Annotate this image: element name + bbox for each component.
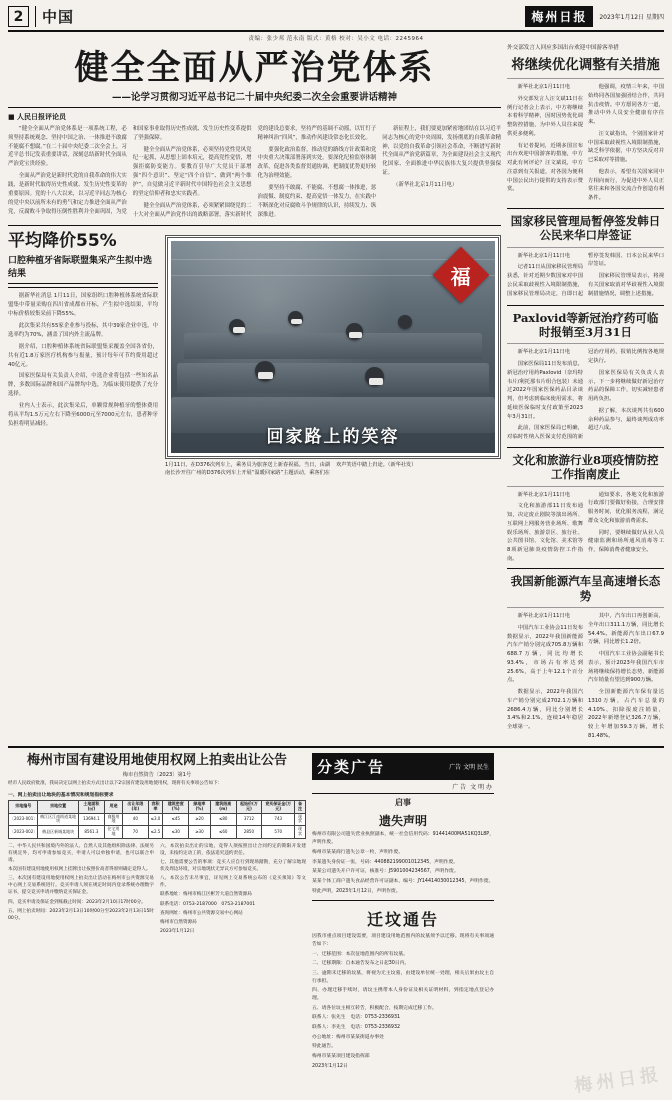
right-paragraph: 外交部发言人汪文斌11日在例行记者会上表示，中方将继续本着科学精神，因时因势优化调整防控措施，为中外人员往来提供更多便利。 — [507, 96, 583, 137]
ad-issuer: 2023年1月12日 — [312, 1063, 348, 1069]
notice-intro: 经市人民政府批准，我局决定以网上拍卖方式出让以下2宗国有建设用地使用权，现将有关事项公告如下： — [8, 781, 223, 787]
td: ≤60 — [210, 826, 236, 839]
notice-date: 2023年1月12日 — [160, 928, 195, 934]
right-headline: 将继续优化调整有关措施 — [511, 57, 660, 74]
lead-paragraph: 要坚持不敢腐、不能腐、不想腐一体推进，惩治震慑、制度约束、提高觉悟一体发力，在实践中不断深化对反腐败斗争规律的认识，持续发力、纵深推进。 — [257, 185, 377, 218]
fu-character: 福 — [451, 264, 471, 289]
bottom-zone — [8, 746, 664, 1072]
lead-subheadline: ——论学习贯彻习近平总书记二十届中央纪委二次全会重要讲话精神 — [8, 89, 501, 108]
th: 土地面积(㎡) — [78, 800, 104, 813]
right-paragraph: 同时，要继续做好从业人员健康监测和场所通风消毒等工作，保障消费者健康安全。 — [588, 529, 664, 553]
ad-address: 特此通告。 — [312, 1044, 336, 1050]
masthead-left — [8, 6, 74, 27]
page-number: 2 — [8, 6, 29, 27]
land-auction-notice — [8, 753, 306, 1072]
notice-website: 查询网址：梅州市公共资源交易中心网站 — [160, 910, 243, 916]
td: 住宅用地 — [104, 826, 122, 839]
td: 570 — [262, 826, 295, 839]
ad-paragraph: 因我市重点项目建设需要，项目建设用地范围内的坟墓须予以迁移。现将有关事项通告如下： — [312, 934, 494, 947]
right-body — [507, 612, 664, 740]
td: 梅县区新城某地块 — [38, 826, 78, 839]
td: ≤2.5 — [148, 826, 163, 839]
right-lead: 新华社北京1月11日电 — [517, 349, 571, 356]
td: 现状 — [295, 813, 306, 826]
ad-paragraph: 某某公司遗失开户许可证，核准号：J5901004234567，声明作废。 — [312, 869, 459, 875]
fu-decoration — [433, 246, 490, 303]
td: ≤30 — [163, 826, 189, 839]
ad-paragraph: 二、迁移期限：自本通告发布之日起30日内。 — [312, 961, 410, 967]
classified-notice-title: 启事 — [395, 798, 411, 808]
divider — [507, 305, 664, 306]
lead-zone — [8, 44, 501, 740]
land-parcel-table — [8, 800, 306, 839]
price-headline: 平均降价55% — [8, 230, 117, 251]
notice-docnum: 梅市自然资告〔2023〕第1号 — [122, 772, 192, 779]
th: 建筑限高(m) — [210, 800, 236, 813]
right-headline: Paxlovid等新冠治疗药可临时报销至3月31日 — [512, 310, 659, 340]
notice-section-title: 一、网上拍卖出让地块的基本情况和规划指标要求 — [8, 792, 114, 798]
price-body — [8, 292, 158, 432]
right-body — [507, 83, 664, 203]
td: 13694.1 — [78, 813, 104, 826]
lead-headline: 健全全面从严治党体系 — [74, 48, 435, 88]
classified-banner — [312, 753, 494, 780]
ornament-rule — [8, 283, 158, 288]
section-title: 中国 — [35, 6, 74, 27]
lost-declaration-body — [312, 831, 494, 895]
table-row — [9, 826, 306, 839]
right-body — [507, 491, 664, 564]
ad-paragraph: 五、请各位坟主相互转告，积极配合，按期完成迁移工作。 — [312, 1005, 437, 1011]
right-paragraph: 中国汽车工业协会副秘书长表示，预计2023年我国汽车市场将继续保持增长态势，新能源汽车销量有望达到900万辆。 — [588, 651, 664, 684]
lead-paragraph: 全面从严治党是新时代党的自我革命的伟大实践，是新时代取得历史性成就、发生历史性变革的重要原因。党的十八大以来，以习近平同志为核心的党中央以前所未有的勇气和定力推进全面从严治党，反腐败斗争取得压倒性胜利并全面巩固，为党和国家事业取得历史性成就、发生历史性变革提供了坚强保障。 — [8, 125, 252, 215]
lead-paragraph: 健全全面从严治党体系，必须坚持党性党风党纪一起抓，从思想上固本培元，提高党性觉悟，增强拒腐防变能力。要教育引导广大党员干部增强“四个意识”、坚定“四个自信”、做到“两个维护”，自觉做习近平新时代中国特色社会主义思想的坚定信仰者和忠实实践者。 — [132, 146, 252, 198]
notice-paragraph: 七、其他需要公告的事项：竞买人应自行到现场踏勘，充分了解宗地现状及周边环境，对宗地现状无异议方可参加竞买。 — [160, 859, 306, 873]
right-headline: 国家移民管理局暂停签发韩日公民来华口岸签证 — [510, 213, 661, 243]
divider — [507, 486, 664, 487]
ad-paragraph: 联系人：张先生 电话：0753-2336931 — [312, 1015, 401, 1021]
classified-subtitle: 广告 文明 民生 — [449, 764, 489, 772]
notice-body — [8, 843, 306, 935]
th: 备注 — [295, 800, 306, 813]
right-headline: 我国新能源汽车呈高速增长态势 — [510, 574, 661, 603]
right-paragraph: 文化和旅游部11日发布通知，决定废止剧院等演出场所、互联网上网服务营业场所、歌舞娱乐场所、旅游景区、旅行社、公共图书馆、文化馆、美术馆等8项新冠肺炎疫情防控工作指南。 — [507, 503, 583, 562]
td: 743 — [262, 813, 295, 826]
right-paragraph: 此前，国家医保局已明确，对临时性纳入医保支付范围的新冠治疗用药，报销比例按各地规定执行。 — [507, 349, 664, 441]
right-item-1 — [507, 214, 664, 300]
td: ≤80 — [210, 813, 236, 826]
lead-paragraph: 健全全面从严治党体系，必须紧紧围绕党的二十大对全面从严治党作出的战略部署，落实新时代党的建设总要求，坚持严的基调不动摇，以钉钉子精神纠治“四风”，推动作风建设常态化长效化。 — [132, 125, 377, 218]
divider — [507, 78, 664, 79]
th: 竞买保证金(万元) — [262, 800, 295, 813]
lead-byline: ■ 人民日报评论员 — [8, 112, 67, 121]
divider — [312, 900, 494, 901]
price-paragraph: 业内人士表示，此次集采后，单颗常规种植牙的整体费用将从平均1.5万元左右下降至6000元至7000元左右，患者种牙负担将明显减轻。 — [8, 403, 158, 427]
price-paragraph: 此次集采共有55家企业参与投标，其中39家企业中选，中选率约为70%，涵盖了国内外主流品牌。 — [8, 322, 158, 338]
divider — [507, 247, 664, 248]
table-header-row — [9, 800, 306, 813]
ad-paragraph: 特此声明，2023年1月12日，声明作废。 — [312, 888, 401, 894]
notice-paragraph: 四、竞买申请及保证金到账截止时间：2023年2月10日17时00分。 — [8, 899, 146, 905]
right-paragraph: 数据显示，2022年我国汽车产销分别完成2702.1万辆和2686.4万辆，同比分别增长3.4%和2.1%，连续14年稳居全球第一。 — [507, 689, 583, 731]
right-paragraph: 其中，汽车出口再创新高，全年出口311.1万辆，同比增长54.4%。新能源汽车出口67.9万辆，同比增长1.2倍。 — [588, 613, 664, 646]
photo-overlay-title: 回家路上的笑容 — [266, 426, 400, 447]
grave-relocation-body — [312, 933, 494, 1070]
notice-paragraph: 二、中华人民共和国境内外的法人、自然人及其他组织除法律、法规另有规定外，均可申请参加竞买，申请人可以单独申请，也可以联合申请。 — [8, 843, 154, 863]
td: ≤3.0 — [148, 813, 163, 826]
th: 绿地率(%) — [189, 800, 211, 813]
divider — [8, 225, 501, 226]
ad-contact: 联系人：李先生 电话：0753-2336932 — [312, 1024, 401, 1030]
td: 70 — [123, 826, 149, 839]
ad-paragraph: 四、办理迁移手续时，请坟主携带本人身份证及相关证明材料，到指定地点登记办理。 — [312, 988, 494, 1001]
price-subheadline: 口腔种植牙省际联盟集采产生拟中选结果 — [8, 256, 153, 280]
right-item-4 — [507, 574, 664, 740]
divider — [507, 343, 664, 344]
notice-paragraph: 本次国有建设用地使用权网上挂牌出让按照价高者得原则确定竞得人。 — [8, 867, 151, 873]
right-paragraph: 据了解，本次谈判共有600余种药品参与，最终谈判成功率超过八成。 — [588, 407, 664, 432]
notice-contact-phone: 联系电话：0753-2187000 0753-2187001 — [160, 901, 256, 907]
ad-paragraph: 梅州市有限公司遗失营业执照副本，统一社会信用代码：91441400MA51KQ3L8P，声明作废。 — [312, 832, 494, 846]
ad-paragraph: 李某遗失身份证一张，号码：440882199001012345，声明作废。 — [312, 859, 459, 865]
classified-section — [312, 753, 494, 1072]
notice-paragraph: 六、本次拍卖出让的宗地，竞得人须按照出让合同约定的期限开发建设，未按约定动工的，依法追究违约责任。 — [160, 843, 306, 856]
divider — [507, 607, 664, 608]
right-column — [507, 44, 664, 740]
th: 容积率 — [148, 800, 163, 813]
ad-paragraph: 一、迁移范围：本次征地范围内的所有坟墓。 — [312, 951, 408, 957]
secondary-zone — [8, 231, 501, 478]
ad-paragraph: 梅州市某某商行遗失公章一枚，声明作废。 — [312, 849, 404, 855]
notice-issuer: 梅州市自然资源局 — [160, 919, 197, 925]
right-paragraph: 记者11日从国家移民管理局获悉，针对近期少数国家对中国公民采取歧视性入境限制措施，国家移民管理局决定，自即日起暂停签发韩国、日本公民来华口岸签证。 — [507, 252, 664, 297]
right-body — [507, 252, 664, 300]
right-body — [507, 348, 664, 441]
right-paragraph: 他强调，疫情三年来，中国始终同各国加强团结合作，共同抗击疫情。中方愿同各方一道，推动中外人员安全健康有序往来。 — [588, 84, 664, 126]
table-row — [9, 813, 306, 826]
lead-paragraph: 要强化政治监督，推动党的路线方针政策和党中央重大决策部署落到实处。要深化纪检监察体制改革，促进各类监督贯通协调，把制度优势更好转化为治理效能。 — [257, 146, 377, 180]
th: 出让年限(年) — [123, 800, 149, 813]
notice-paragraph: 八、本次公告未尽事宜，详见网上交易系统公布的《竞买须知》等文件。 — [160, 876, 306, 889]
right-paragraph: 通知要求，各地文化和旅游行政部门要做好衔接，合理安排服务时间，优化服务流程，满足群众文化和旅游消费需求。 — [588, 491, 664, 524]
main-columns — [8, 44, 664, 740]
right-paragraph: 汪文斌指出，个别国家针对中国采取歧视性入境限制措施，缺乏科学依据，中方坚决反对并已采取对等措施。 — [588, 130, 664, 164]
td: 梅江区江南街道某地块 — [38, 813, 78, 826]
th: 起始价(万元) — [236, 800, 262, 813]
divider — [507, 568, 664, 569]
td: 2850 — [236, 826, 262, 839]
right-paragraph: 中国汽车工业协会11日发布数据显示，2022年我国新能源汽车产销分别完成705.8万辆和688.7万辆，同比均增长93.4%，市场占有率达到25.6%，高于上年12.1个百分点。 — [507, 624, 583, 684]
right-kicker: 外交部发言人回应多国出台欢迎中国游客举措 — [507, 45, 619, 51]
lead-body — [8, 125, 501, 220]
td: 8561.3 — [78, 826, 104, 839]
th: 宗地编号 — [9, 800, 38, 813]
td: 3712 — [236, 813, 262, 826]
classified-link-civil[interactable]: 文 明 办 — [470, 784, 492, 792]
price-paragraph: 据新华社消息 1月11日，国家组织口腔种植体系统省际联盟集中带量采购在四川省成都市开标，产生拟中选结果，平均中标价格较集采前下降55%。 — [8, 293, 158, 317]
td: 现状 — [295, 826, 306, 839]
classified-title: 分类广告 — [317, 758, 386, 777]
right-lead: 新华社北京1月11日电 — [517, 84, 571, 91]
classified-links — [312, 780, 494, 794]
price-paragraph: 据介绍，口腔种植体系统省际联盟集采覆盖全国各省份，共有近1.8万家医疗机构参与报量，预计每年可节约费用超过40亿元。 — [8, 343, 158, 368]
notice-title: 梅州市国有建设用地使用权网上拍卖出让公告 — [26, 753, 287, 769]
photo-frame — [165, 235, 501, 459]
notice-paragraph: 三、本次国有建设用地使用权网上拍卖出让活动在梅州市公共资源交易中心网上交易系统进行。竞买申请人须在规定时间内登录系统办理数字证书，提交竞买申请并缴纳竞买保证金。 — [8, 876, 154, 896]
right-paragraph: 国家医保局有关负责人表示，下一步将继续做好新冠治疗药品的保障工作，切实减轻患者用药负担。 — [588, 369, 664, 403]
paper-logo: 梅州日报 — [525, 6, 593, 27]
issue-date: 2023年1月12日 星期四 — [599, 14, 664, 21]
right-paragraph: 有记者提问，近期多国宣布出台欢迎中国游客的措施，中方对此有何评论？汪文斌说，中方注意到有关报道，对各国为便利中国公民出行提供的支持表示赞赏。 — [507, 142, 583, 193]
price-story — [8, 231, 158, 478]
th: 建筑密度(%) — [163, 800, 189, 813]
photo-story — [165, 231, 501, 478]
right-lead: 新华社北京1月11日电 — [517, 613, 571, 620]
photo-caption: 1月11日，在D376次列车上，乘务员为旅客送上新春祝福。当日，由湖南长沙开往广州的D376次列车上开展“温暖回家路”主题活动，乘客们在欢声笑语中踏上归途。（新华社发） — [165, 461, 417, 476]
lead-paragraph: “健全全面从严治党体系是一项系统工程，必须坚持系统观念、坚持中国之治、一体推进不敢腐不能腐不想腐。”在二十届中央纪委二次全会上，习近平总书记发表重要讲话，深刻总结新时代全面从严治党宝贵经验。 — [8, 125, 127, 168]
td: 〔2023-001〕 — [9, 813, 38, 826]
right-paragraph: 国家医保局11日发布消息，新冠治疗用药Paxlovid（奈玛特韦片/利托那韦片组合包装）未通过2022年国家医保药品目录谈判，但考虑到临床使用需求，将延续医保临时支付政策至2023年3月31日。 — [507, 361, 583, 420]
right-item-0 — [507, 44, 664, 203]
notice-paragraph: 五、网上拍卖时间：2023年2月13日10时00分至2023年2月13日15时00分。 — [8, 908, 154, 921]
ad-paragraph: 某某个体工商户遗失食品经营许可证副本，编号：JY14414030012345，声明作废。 — [312, 878, 494, 884]
train-photo — [171, 241, 495, 453]
lead-paragraph: 新征程上，我们要更加紧密地团结在以习近平同志为核心的党中央周围，发扬彻底的自我革命精神，以党的自我革命引领社会革命，不断谱写新时代全面从严治党新篇章，为全面建设社会主义现代化国家、全面推进中华民族伟大复兴提供坚强保证。 — [382, 125, 501, 177]
masthead-right — [525, 6, 664, 27]
td: ≥30 — [189, 826, 211, 839]
ad-contact: 办公地址：梅州市某某街道办事处 — [312, 1034, 384, 1040]
divider — [507, 208, 664, 209]
right-paragraph: 他表示，希望有关国家同中方相向而行，为促进中外人员正常往来和各国交流合作创造有利条件。 — [588, 168, 664, 202]
lead-source: （新华社北京1月11日电） — [393, 182, 458, 189]
right-item-3 — [507, 453, 664, 564]
right-lead: 新华社北京1月11日电 — [517, 252, 571, 259]
classified-link-ad[interactable]: 广 告 — [452, 784, 467, 792]
lost-declaration-title: 遗失声明 — [378, 814, 427, 829]
td: ≥20 — [189, 813, 211, 826]
price-paragraph: 国家医保局有关负责人介绍，中选企业将包括一些知名品牌，多数国际品牌和国产品牌均中选，为临床使用提供了充分选择。 — [8, 373, 158, 398]
td: 商服用地 — [104, 813, 122, 826]
right-lead: 新华社北京1月11日电 — [517, 491, 571, 498]
td: 40 — [123, 813, 149, 826]
td: ≤45 — [163, 813, 189, 826]
ad-paragraph: 梅州市某某项目建设指挥部 — [312, 1053, 370, 1059]
divider — [507, 447, 664, 448]
right-paragraph: 全国新能源汽车保有量达1310万辆，占汽车总量的4.10%，扣除报废注销量，2022年新增登记326.7万辆，较上年增加59.3万辆，增长81.48%。 — [588, 689, 664, 739]
watermark: 梅州日报 — [573, 1063, 664, 1098]
td: 〔2023-002〕 — [9, 826, 38, 839]
grave-relocation-title: 迁坟通告 — [366, 910, 439, 930]
ad-paragraph: 三、逾期未迁移的坟墓，将视为无主坟墓，由建设单位统一处理，相关后果由坟主自行承担。 — [312, 970, 494, 984]
right-headline: 文化和旅游行业8项疫情防控工作指南废止 — [512, 452, 659, 482]
right-paragraph: 国家移民管理局表示，将视有关国家取消对华歧视性入境限制措施情况，调整上述措施。 — [588, 273, 664, 297]
th: 宗地位置 — [38, 800, 78, 813]
notice-contact-address: 联系地址：梅州市梅江区彬芳大道自然资源局 — [160, 892, 252, 898]
right-item-2 — [507, 311, 664, 442]
masthead — [8, 6, 664, 32]
staff-credits: 责编：张少邦 范永南 版式：黄格 校对：吴小文 电话：2245964 — [248, 36, 424, 42]
th: 用途 — [104, 800, 122, 813]
